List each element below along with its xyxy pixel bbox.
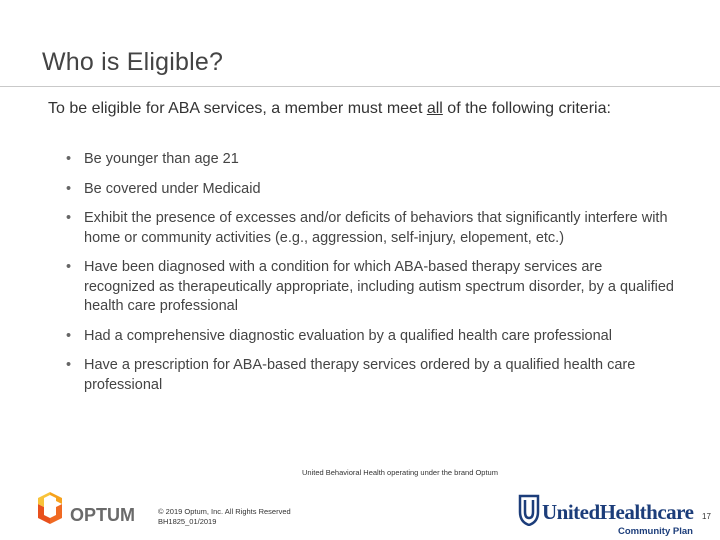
list-item	[66, 180, 676, 200]
criteria-list	[66, 150, 676, 395]
uhc-sublabel: Community Plan	[618, 526, 693, 537]
list-item	[66, 327, 676, 347]
copyright	[158, 507, 291, 527]
intro-emphasis: all	[426, 100, 443, 117]
copyright-line: © 2019 Optum, Inc. All Rights Reserved	[158, 507, 291, 516]
uhc-shield-icon	[518, 494, 540, 526]
bullet-icon: •	[66, 151, 72, 167]
intro-after: of the following criteria:	[442, 100, 611, 117]
uhc-wordmark: UnitedHealthcare	[542, 500, 694, 524]
criterion-text: Exhibit the presence of excesses and/or deficits of behaviors that significantly interfere with home or community activities (e.g., aggression, self-injury, elopement, etc.)	[84, 210, 668, 246]
bullet-icon: •	[66, 357, 72, 373]
optum-wordmark: OPTUM	[70, 505, 135, 525]
list-item	[66, 150, 676, 170]
criterion-text: Have a prescription for ABA-based therapy services ordered by a qualified health care professional	[84, 357, 636, 393]
bullet-icon: •	[66, 327, 72, 344]
intro-before: To be eligible for ABA services, a member must meet	[48, 100, 427, 117]
document-code: BH1825_01/2019	[158, 517, 217, 526]
criterion-text: Have been diagnosed with a condition for which ABA-based therapy services are recognized as therapeutically appropriate, including autism spectrum disorder, by a qualified health care professional	[84, 259, 674, 314]
bullet-icon: •	[66, 259, 72, 275]
optum-logo	[36, 490, 156, 528]
bullet-icon: •	[66, 180, 72, 197]
unitedhealthcare-logo	[518, 490, 693, 538]
slide-title: Who is Eligible?	[42, 48, 224, 76]
title-bar	[0, 0, 720, 87]
list-item	[66, 258, 676, 317]
criterion-text: Be younger than age 21	[84, 151, 239, 167]
operating-note: United Behavioral Health operating under the brand Optum	[302, 468, 498, 477]
list-item	[66, 356, 676, 395]
list-item	[66, 209, 676, 248]
criterion-text: Had a comprehensive diagnostic evaluation by a qualified health care professional	[84, 327, 612, 344]
intro-text	[48, 98, 668, 120]
bullet-icon: •	[66, 210, 72, 226]
optum-mark-icon	[36, 490, 156, 528]
page-number: 17	[702, 512, 711, 521]
criterion-text: Be covered under Medicaid	[84, 180, 261, 197]
